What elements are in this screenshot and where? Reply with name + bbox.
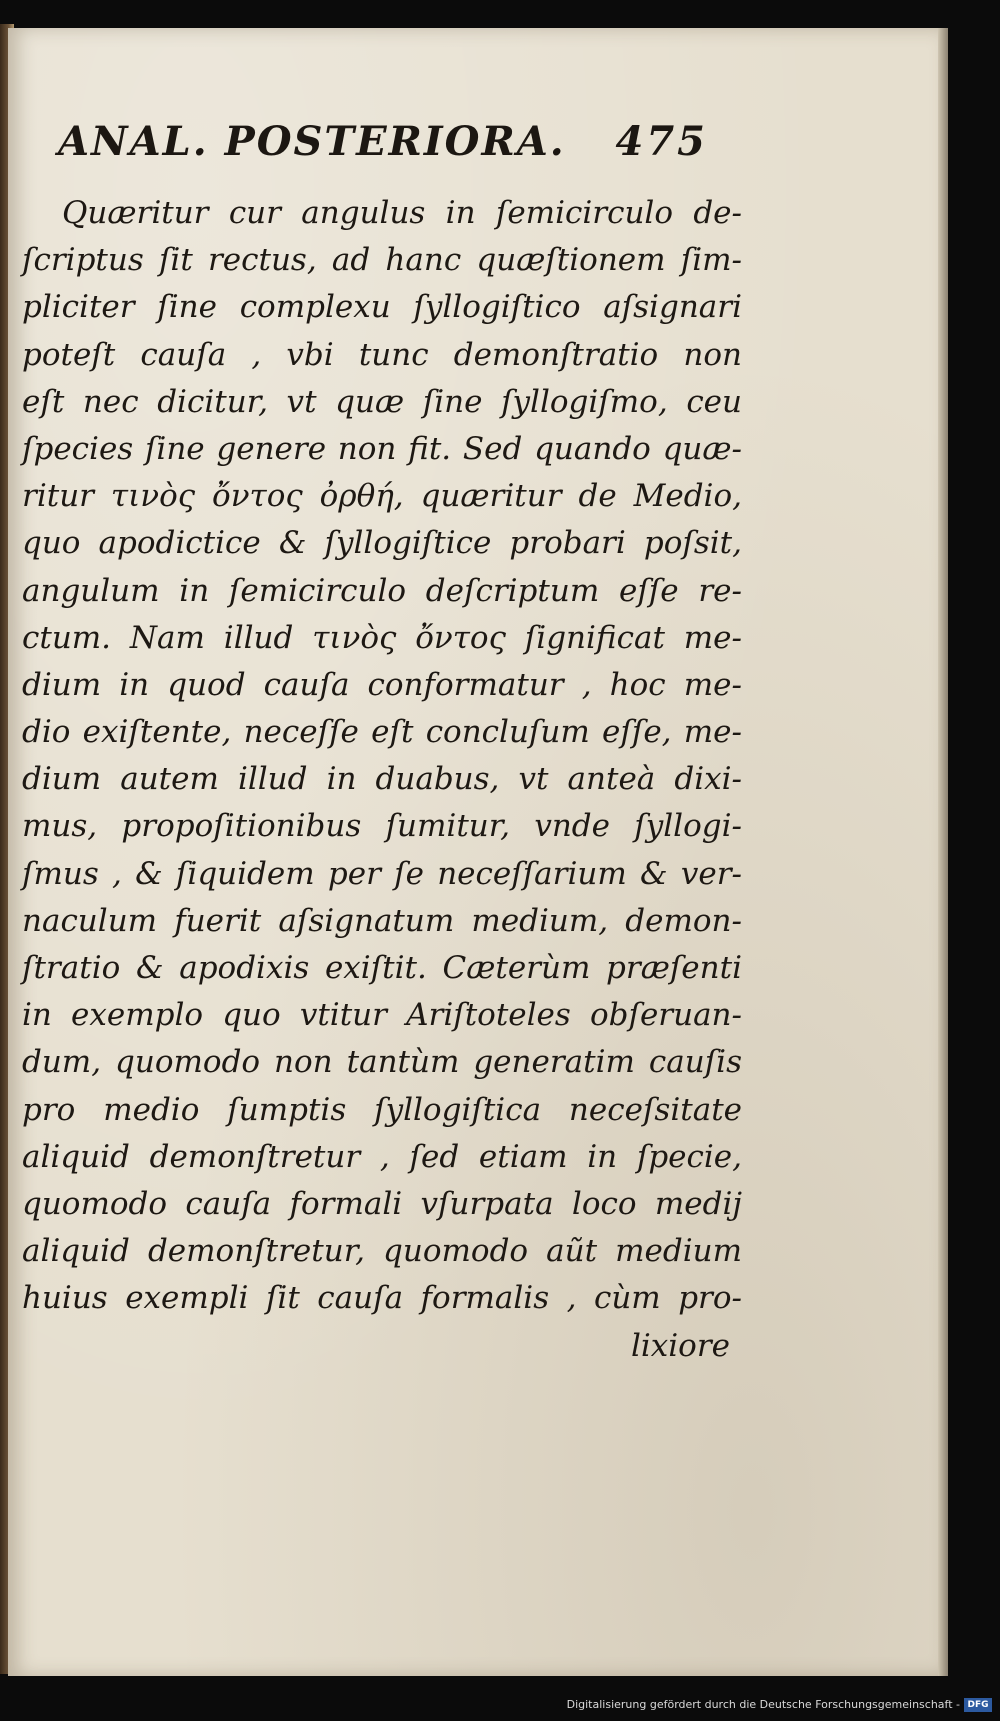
text-line: ctum. Nam illud τινὸς ὄντος ſignificat me- (22, 619, 742, 656)
text-line: quomodo cauſa formali vſurpata loco medij (22, 1185, 742, 1222)
text-line: Quæritur cur angulus in ſemicirculo de- (62, 195, 742, 231)
text-line: ſpecies ſine genere non fit. Sed quando quæ- (22, 430, 742, 467)
text-line: huius exempli ſit cauſa formalis , cùm pro- (22, 1280, 742, 1317)
text-line: aliquid demonſtretur , ſed etiam in ſpecie, (22, 1138, 742, 1175)
text-line: dium in quod cauſa conformatur , hoc me- (22, 666, 742, 703)
text-line: dio exiſtente, neceſſe eſt concluſum eſſe, me- (22, 714, 742, 751)
text-line: aliquid demonſtretur, quomodo aũt medium (22, 1233, 742, 1270)
text-line: ſmus , & ſiquidem per ſe neceſſarium & ver- (22, 855, 742, 892)
text-line: ſcriptus ſit rectus, ad hanc quæſtionem ſim- (22, 242, 742, 279)
footer-bar (0, 1694, 1000, 1718)
text-line: eſt nec dicitur, vt quæ ſine ſyllogiſmo, ceu (22, 383, 742, 420)
running-title: ANAL. POSTERIORA. (58, 118, 566, 165)
page-fore-edge (938, 28, 948, 1676)
text-line: angulum in ſemicirculo deſcriptum eſſe re- (22, 572, 742, 609)
text-line: dum, quomodo non tantùm generatim cauſis (22, 1044, 742, 1081)
text-line: pliciter ſine complexu ſyllogiſtico aſsignari (22, 289, 742, 326)
text-line: poteſt cauſa , vbi tunc demonſtratio non (22, 336, 742, 373)
dfg-logo: DFG (964, 1698, 992, 1712)
text-line: mus, propoſitionibus ſumitur, vnde ſyllogi- (22, 808, 742, 845)
text-line: naculum fuerit aſsignatum medium, demon- (22, 902, 742, 939)
catchword: lixiore (630, 1327, 730, 1364)
text-line: in exemplo quo vtitur Ariſtoteles obſeruan- (22, 997, 742, 1034)
body-text (22, 190, 742, 1370)
text-line: ſtratio & apodixis exiſtit. Cæterùm præſenti (22, 950, 742, 986)
page-header (58, 118, 708, 174)
funding-credit: Digitalisierung gefördert durch die Deutsche Forschungsgemeinschaft - (566, 1698, 960, 1711)
text-line: dium autem illud in duabus, vt anteà dixi- (22, 761, 742, 798)
text-line: pro medio ſumptis ſyllogiſtica neceſsitate (22, 1091, 742, 1128)
text-line: ritur τινὸς ὄντος ὀρθή, quæritur de Medio, (22, 478, 742, 515)
page-number: 475 (615, 118, 708, 165)
text-line: quo apodictice & ſyllogiſtice probari poſsit, (22, 525, 742, 562)
